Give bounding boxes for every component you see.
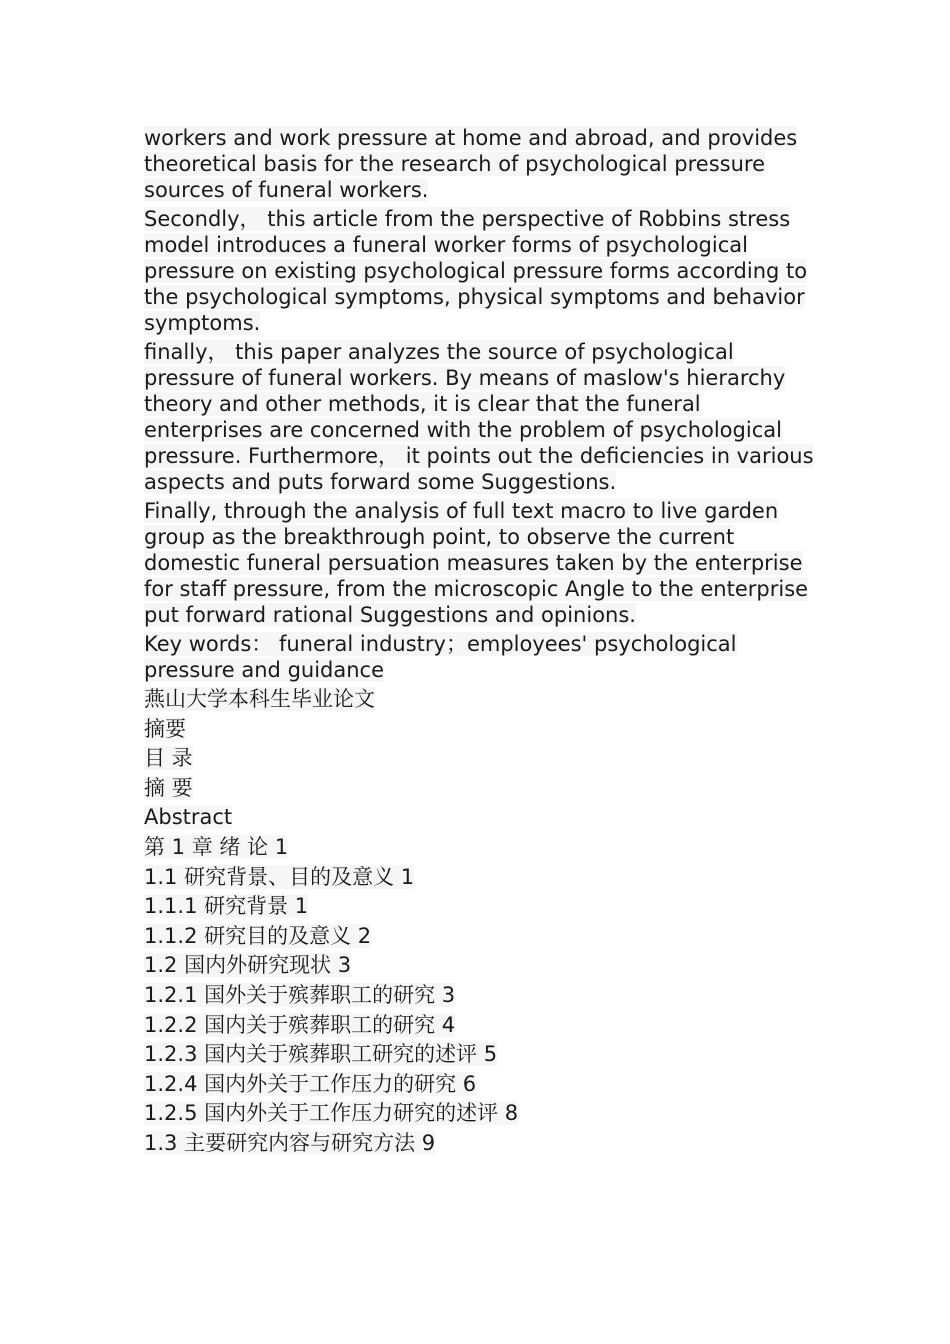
abstract-paragraph-text: Secondly， this article from the perspective of Robbins stress model introduces a funeral worker forms of psychological pressure on existing psychological pressure forms according to the psychological symptoms, physical symptoms and behavior symptoms.	[144, 207, 808, 335]
abstract-paragraph-text: finally， this paper analyzes the source of psychological pressure of funeral workers. By means of maslow's hierarchy theory and other methods, it is clear that the funeral enterprises are concerned with the problem of psychological pressure. Furthermore， it points out the deficiencies in various aspects and puts forward some Suggestions.	[144, 340, 814, 494]
toc-entry: 1.2.2 国内关于殡葬职工的研究 4	[144, 1012, 456, 1037]
toc-entry: 1.2.3 国内关于殡葬职工研究的述评 5	[144, 1042, 498, 1067]
toc-entry: 1.1.1 研究背景 1	[144, 894, 309, 919]
toc-title: 目 录	[144, 746, 193, 771]
abstract-paragraph	[144, 125, 824, 203]
toc-entry: 1.1.2 研究目的及意义 2	[144, 923, 372, 948]
toc-entry: 摘 要	[144, 775, 193, 800]
toc-entry: 1.2.4 国内外关于工作压力的研究 6	[144, 1071, 477, 1096]
thesis-header: 燕山大学本科生毕业论文	[144, 687, 375, 711]
toc-line: 摘要	[144, 716, 186, 741]
abstract-paragraph	[144, 498, 824, 628]
toc-entry: 1.2.5 国内外关于工作压力研究的述评 8	[144, 1101, 519, 1126]
document-body	[144, 125, 824, 1160]
abstract-paragraph-text: workers and work pressure at home and abroad, and provides theoretical basis for the research of psychological pressure sources of funeral workers.	[144, 126, 798, 202]
toc-entry: 1.2.1 国外关于殡葬职工的研究 3	[144, 982, 456, 1007]
toc-entry: 1.1 研究背景、目的及意义 1	[144, 864, 415, 889]
toc-entry: 1.3 主要研究内容与研究方法 9	[144, 1130, 436, 1155]
keywords-text: Key words： funeral industry；employees' psychological pressure and guidance	[144, 632, 737, 682]
abstract-section	[144, 125, 824, 683]
toc-entry: 1.2 国内外研究现状 3	[144, 953, 352, 978]
toc-entry: Abstract	[144, 805, 233, 830]
keywords-line	[144, 631, 824, 683]
toc-entry: 第 1 章 绪 论 1	[144, 834, 289, 859]
abstract-paragraph-text: Finally, through the analysis of full text macro to live garden group as the breakthrough point, to observe the current domestic funeral persuation measures taken by the enterprise for staff pressure, from the microscopic Angle to the enterprise put forward rational Suggestions and opinions.	[144, 499, 809, 627]
table-of-contents	[144, 686, 824, 1156]
abstract-paragraph	[144, 206, 824, 336]
abstract-paragraph	[144, 339, 824, 495]
